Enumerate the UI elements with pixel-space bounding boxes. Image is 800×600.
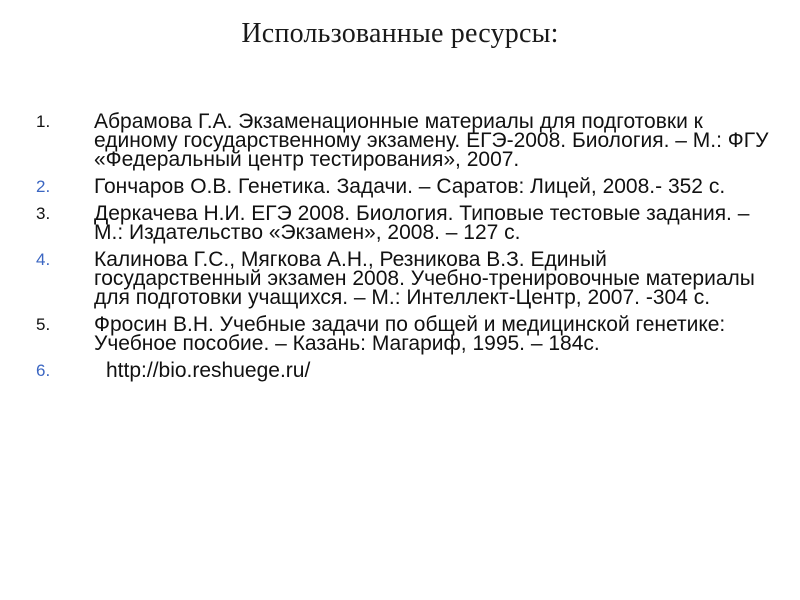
- reference-item-5: [36, 315, 776, 353]
- reference-number: 6.: [36, 361, 51, 380]
- reference-text: Деркачева Н.И. ЕГЭ 2008. Биология. Типовые тестовые задания. – М.: Издательство «Экзамен», 2008. – 127 с.: [94, 202, 750, 244]
- reference-item-3: [36, 204, 776, 242]
- reference-list: [36, 112, 776, 388]
- reference-text: Фросин В.Н. Учебные задачи по общей и медицинской генетике: Учебное пособие. – Казань: Магариф, 1995. – 184с.: [94, 313, 726, 355]
- reference-number: 1.: [36, 112, 51, 131]
- slide-title: Использованные ресурсы:: [241, 18, 559, 49]
- reference-number: 4.: [36, 250, 51, 269]
- reference-number: 3.: [36, 204, 51, 223]
- reference-item-6: [36, 361, 776, 380]
- reference-text: Калинова Г.С., Мягкова А.Н., Резникова В.З. Единый государственный экзамен 2008. Учебно-тренировочные материалы для подготовки учащихся. – М.: Интеллект-Центр, 2007. -304 с.: [94, 248, 755, 309]
- reference-link[interactable]: http://bio.reshuege.ru/: [106, 359, 311, 382]
- reference-text: Абрамова Г.А. Экзаменационные материалы для подготовки к единому государственному экзамену. ЕГЭ-2008. Биология. – М.: ФГУ «Федеральный центр тестирования», 2007.: [94, 110, 769, 171]
- reference-number: 2.: [36, 177, 51, 196]
- reference-text: Гончаров О.В. Генетика. Задачи. – Саратов: Лицей, 2008.- 352 с.: [94, 175, 726, 198]
- reference-item-4: [36, 250, 776, 307]
- reference-number: 5.: [36, 315, 51, 334]
- reference-item-1: [36, 112, 776, 169]
- reference-item-2: [36, 177, 776, 196]
